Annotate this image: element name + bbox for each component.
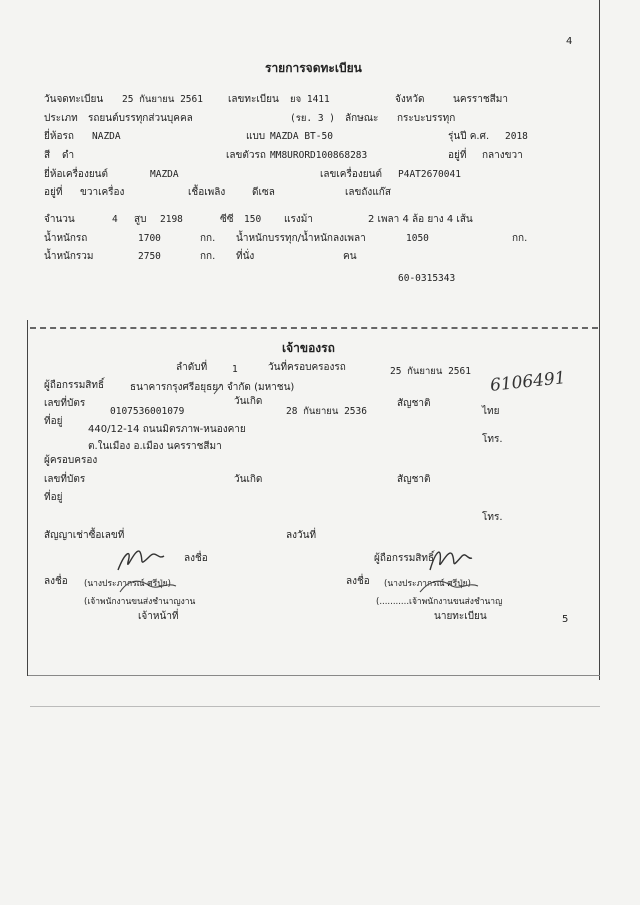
- load: 1050: [406, 233, 429, 244]
- page-number-bottom: 5: [562, 614, 569, 625]
- kg-weight: กก.: [200, 233, 216, 244]
- officer-title-right: (...........เจ้าพนักงานขนส่งชำนาญ: [376, 597, 503, 607]
- officer-right: นายทะเบียน: [434, 611, 487, 622]
- cylinder: 2198: [160, 214, 183, 225]
- type-code: (รย. 3 ): [290, 113, 335, 124]
- brand-label: ยี่ห้อรถ: [44, 131, 74, 142]
- address-line2: ต.ในเมือง อ.เมือง นครราชสีมา: [88, 441, 222, 452]
- lease-label: สัญญาเช่าซื้อเลขที่: [44, 530, 125, 541]
- sign-label-left: ลงชื่อ: [44, 576, 68, 587]
- birth-label-2: วันเกิด: [234, 474, 263, 485]
- engine-brand: MAZDA: [150, 169, 179, 180]
- signature-right: [430, 552, 472, 570]
- phone-label: โทร.: [482, 434, 503, 445]
- holder: ธนาคารกรุงศรีอยุธยา จำกัด (มหาชน): [130, 382, 295, 393]
- seat-label: ที่นั่ง: [236, 251, 255, 262]
- color: ดำ: [62, 150, 75, 161]
- address-label: ที่อยู่: [44, 416, 63, 427]
- chassis-location: กลางขวา: [482, 150, 523, 161]
- nation: ไทย: [482, 406, 500, 417]
- reg-date: 25 กันยายน 2561: [122, 94, 203, 105]
- sign-label-right: ลงชื่อ: [346, 576, 370, 587]
- type: รถยนต์บรรทุกส่วนบุคคล: [88, 113, 193, 124]
- count: 4: [112, 214, 118, 225]
- style: กระบะบรรทุก: [397, 113, 456, 124]
- address-line1: 440/12-14 ถนนมิตรภาพ-หนองคาย: [88, 424, 246, 435]
- id-label-2: เลขที่บัตร: [44, 474, 86, 485]
- plate-label: เลขทะเบียน: [228, 94, 279, 105]
- cylinder-label: สูบ: [134, 214, 147, 225]
- officer-left: เจ้าหน้าที่: [138, 611, 179, 622]
- officer-name-right: (นางประภากรณ์ ศรีปุ่ย): [384, 579, 471, 589]
- officer-name-left: (นางประภากรณ์ ศรีปุ่ย): [84, 579, 171, 589]
- model-label: แบบ: [246, 131, 266, 142]
- weight-label: น้ำหนักรถ: [44, 233, 88, 244]
- nation-label: สัญชาติ: [397, 398, 431, 409]
- axle-wheels: 2 เพลา 4 ล้อ ยาง 4 เส้น: [368, 214, 473, 225]
- chassis: MM8URORD100868283: [270, 150, 368, 161]
- chassis-at-label: อยู่ที่: [448, 150, 467, 161]
- page-number-top: 4: [566, 36, 573, 47]
- model: MAZDA BT-50: [270, 131, 333, 142]
- sign-label: ลงชื่อ: [184, 553, 208, 564]
- holder-label: ผู้ถือกรรมสิทธิ์: [44, 380, 105, 391]
- fuel-label: เชื้อเพลิง: [188, 187, 226, 198]
- pen-mark: [214, 384, 222, 394]
- type-label: ประเภท: [44, 113, 78, 124]
- lease-date-label: ลงวันที่: [286, 530, 317, 541]
- cc-label: ซีซี: [220, 214, 234, 225]
- gas-tank-label: เลขถังแก๊ส: [345, 187, 391, 198]
- total: 2750: [138, 251, 161, 262]
- id-number: 0107536001079: [110, 406, 185, 417]
- hp-label: แรงม้า: [284, 214, 313, 225]
- handwritten-number: 6106491: [489, 368, 567, 396]
- weight: 1700: [138, 233, 161, 244]
- year-label: รุ่นปี ค.ศ.: [448, 131, 490, 142]
- birth-date: 28 กันยายน 2536: [286, 406, 367, 417]
- engine-no-label: เลขเครื่องยนต์: [320, 169, 382, 180]
- style-label: ลักษณะ: [345, 113, 379, 124]
- kg-load: กก.: [512, 233, 528, 244]
- officer-title-left: (เจ้าพนักงานขนส่งชำนาญงาน: [84, 597, 196, 607]
- holder-sign-label: ผู้ถือกรรมสิทธิ์: [374, 553, 435, 564]
- possess-date: 25 กันยายน 2561: [390, 366, 471, 377]
- year: 2018: [505, 131, 528, 142]
- cc: 150: [244, 214, 262, 225]
- count-label: จำนวน: [44, 214, 75, 225]
- reference-number: 60-0315343: [398, 273, 456, 284]
- signature-left-lower: [120, 581, 176, 592]
- engine-no: P4AT2670041: [398, 169, 461, 180]
- possessor-label: ผู้ครอบครอง: [44, 455, 98, 466]
- seat-unit: คน: [343, 251, 357, 262]
- signature-right-lower: [420, 581, 478, 592]
- province-label: จังหวัด: [395, 94, 425, 105]
- engine-brand-label: ยี่ห้อเครื่องยนต์: [44, 169, 109, 180]
- phone-label-2: โทร.: [482, 512, 503, 523]
- order-label: ลำดับที่: [176, 362, 208, 373]
- order: 1: [232, 364, 238, 375]
- engine-location: ขวาเครื่อง: [80, 187, 125, 198]
- chassis-label: เลขตัวรถ: [226, 150, 266, 161]
- plate: ยจ 1411: [290, 94, 330, 105]
- birth-label: วันเกิด: [234, 396, 263, 407]
- address-label-2: ที่อยู่: [44, 492, 63, 503]
- load-label: น้ำหนักบรรทุก/น้ำหนักลงเพลา: [236, 233, 366, 244]
- signature-left: [118, 551, 164, 570]
- owner-title: เจ้าของรถ: [282, 341, 335, 355]
- nation-label-2: สัญชาติ: [397, 474, 431, 485]
- possess-date-label: วันที่ครอบครองรถ: [268, 362, 346, 373]
- reg-date-label: วันจดทะเบียน: [44, 94, 104, 105]
- province: นครราชสีมา: [453, 94, 508, 105]
- fuel: ดีเซล: [252, 187, 275, 198]
- id-label: เลขที่บัตร: [44, 398, 86, 409]
- registration-title: รายการจดทะเบียน: [265, 61, 362, 75]
- total-label: น้ำหนักรวม: [44, 251, 94, 262]
- engine-location-label: อยู่ที่: [44, 187, 63, 198]
- color-label: สี: [44, 150, 51, 161]
- kg-total: กก.: [200, 251, 216, 262]
- brand: NAZDA: [92, 131, 121, 142]
